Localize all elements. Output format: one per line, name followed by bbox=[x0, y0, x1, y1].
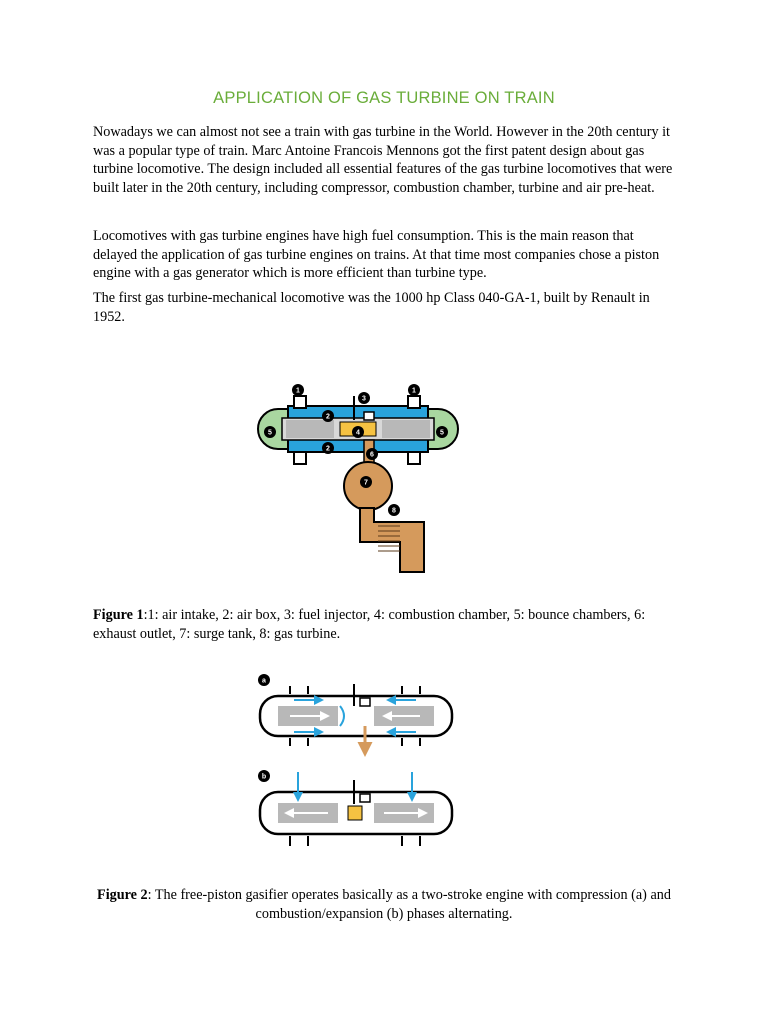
air-intake-right bbox=[408, 396, 420, 408]
marker-4: 4 bbox=[356, 429, 360, 437]
marker-b: b bbox=[261, 773, 267, 781]
marker-1a: 1 bbox=[296, 387, 300, 395]
marker-3: 3 bbox=[362, 395, 366, 403]
gas-pipe bbox=[360, 508, 424, 572]
air-intake-left bbox=[294, 396, 306, 408]
marker-5a: 5 bbox=[268, 429, 272, 437]
figure-1-caption-text: :1: air intake, 2: air box, 3: fuel injector, 4: combustion chamber, 5: bounce chambers, 6: exhaust outlet, 7: surge tank, 8: gas turbine. bbox=[93, 607, 646, 642]
paragraph-1: Nowadays we can almost not see a train with gas turbine in the World. However in the 20th century it was a popular type of train. Marc Antoine Francois Mennons got the first patent design about gas turbine locomotive. The design included all essential features of the gas turbine locomotives that were built later in the 20th century, including compressor, combustion chamber, turbine and air pre-heat. bbox=[93, 124, 673, 196]
marker-1b: 1 bbox=[412, 387, 416, 395]
marker-2b: 2 bbox=[326, 445, 330, 453]
page-title: APPLICATION OF GAS TURBINE ON TRAIN bbox=[213, 89, 555, 107]
free-piston-engine-diagram bbox=[250, 382, 470, 574]
piston-left bbox=[286, 420, 334, 438]
marker-6: 6 bbox=[370, 451, 374, 459]
marker-5b: 5 bbox=[440, 429, 444, 437]
marker-7: 7 bbox=[364, 479, 368, 487]
marker-2a: 2 bbox=[326, 413, 330, 421]
marker-8: 8 bbox=[392, 507, 396, 515]
marker-a: a bbox=[262, 677, 266, 685]
paragraph-3: The first gas turbine-mechanical locomotive was the 1000 hp Class 040-GA-1, built by Renault in 1952. bbox=[93, 290, 650, 325]
figure-1-caption bbox=[93, 606, 673, 643]
paragraph-2: Locomotives with gas turbine engines have high fuel consumption. This is the main reason that delayed the application of gas turbine engines on trains. At that time most companies chose a piston engine with a gas generator which is more efficient than turbine type. bbox=[93, 228, 660, 281]
phase-a-diagram bbox=[258, 674, 452, 754]
phase-b-diagram bbox=[258, 770, 452, 846]
gasifier-phases-diagram bbox=[250, 670, 460, 860]
figure-2-caption bbox=[80, 886, 688, 923]
figure-2-label: Figure 2 bbox=[97, 887, 148, 903]
figure-2-diagram bbox=[250, 670, 460, 860]
figure-1-diagram bbox=[250, 382, 470, 574]
figure-2-caption-text: : The free-piston gasifier operates basically as a two-stroke engine with compression (a) and combustion/expansion (b) phases alternating. bbox=[147, 887, 671, 922]
figure-1-label: Figure 1 bbox=[93, 607, 144, 623]
piston-right bbox=[382, 420, 430, 438]
